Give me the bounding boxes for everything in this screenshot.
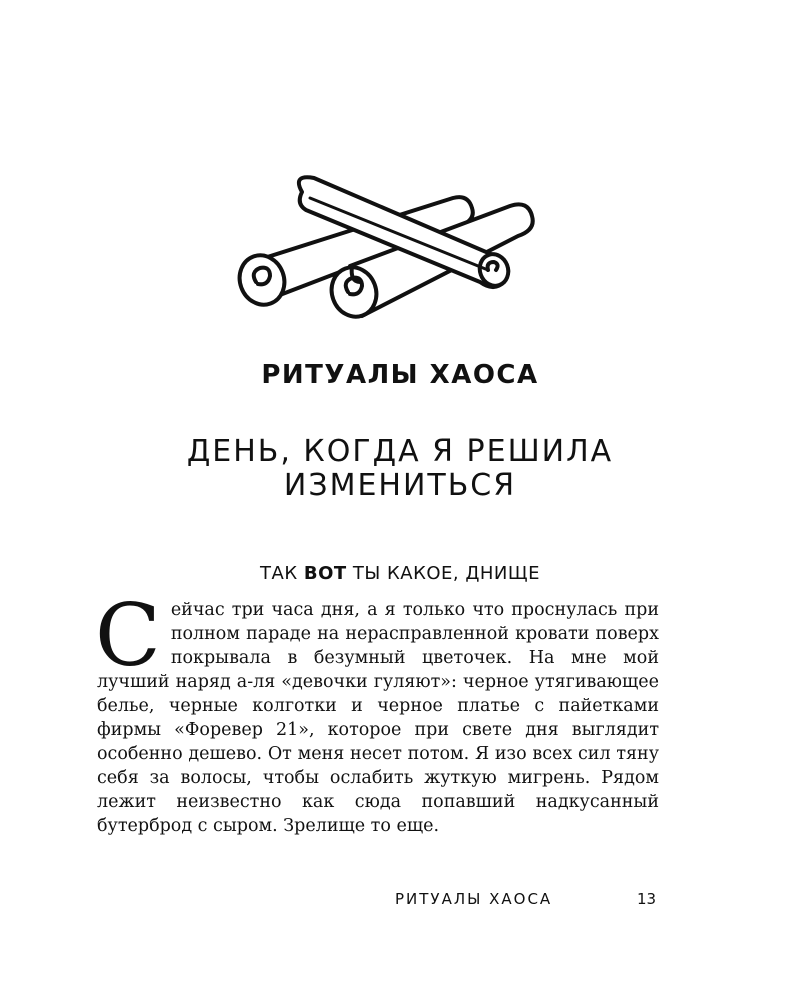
body-paragraph [95, 586, 659, 838]
chapter-title [0, 435, 800, 503]
section-heading-after: ТЫ КАКОЕ, ДНИЩЕ [346, 563, 540, 584]
chapter-title-line-2: ИЗМЕНИТЬСЯ [283, 468, 517, 504]
running-title: РИТУАЛЫ ХАОСА [395, 890, 553, 908]
section-heading [0, 563, 800, 584]
section-heading-before: ТАК [260, 563, 304, 584]
cinnamon-sticks-icon [210, 170, 550, 330]
chapter-title-line-1: ДЕНЬ, КОГДА Я РЕШИЛА [186, 434, 614, 470]
body-text: ейчас три часа дня, а я только что проснулась при полном параде на нерасправленной кровати поверх покрывала в безумный цветочек. На мне мой лучший наряд а-ля «девочки гуляют»: черное утягивающее белье, черные колготки и черное платье с пайетками фирмы «Форевер 21», которое при свете дня выглядит особенно дешево. От меня несет потом. Я изо всех сил тяну себя за волосы, чтобы ослабить жуткую мигрень. Рядом лежит неизвестно как сюда попавший надкусанный бутерброд с сыром. Зрелище то еще. [97, 600, 659, 836]
page-number: 13 [637, 890, 657, 908]
section-heading-bold: ВОТ [303, 563, 347, 584]
drop-cap: С [95, 586, 161, 686]
chapter-label: РИТУАЛЫ ХАОСА [261, 360, 539, 390]
